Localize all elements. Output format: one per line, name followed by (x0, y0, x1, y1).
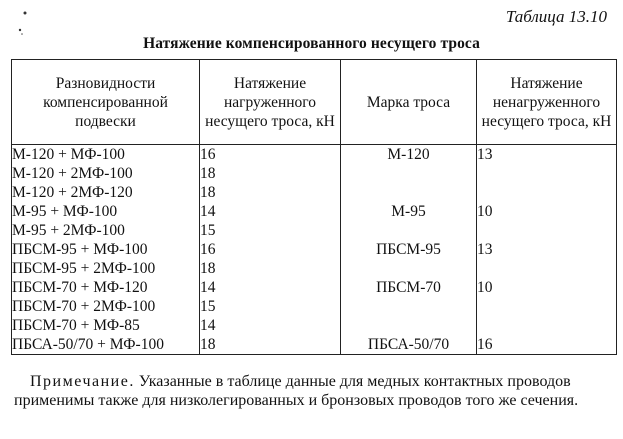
loaded-tension-cell: 14 (200, 202, 341, 221)
unloaded-tension-cell (477, 259, 617, 278)
loaded-tension-cell: 18 (200, 335, 341, 355)
table-row (12, 240, 617, 259)
variant-cell: ПБСМ-70 + 2МФ-100 (12, 297, 200, 316)
unloaded-tension-cell (477, 164, 617, 183)
cable-brand-cell: М-120 (341, 145, 477, 165)
variant-cell: М-95 + МФ-100 (12, 202, 200, 221)
note (14, 372, 618, 410)
loaded-tension-cell: 18 (200, 259, 341, 278)
tension-table (11, 59, 617, 355)
loaded-tension-cell: 14 (200, 316, 341, 335)
table-row (12, 164, 617, 183)
unloaded-tension-cell (477, 316, 617, 335)
column-header-loaded-tension: Натяжение нагруженного несущего троса, кН (200, 60, 341, 145)
variant-cell: ПБСМ-95 + МФ-100 (12, 240, 200, 259)
loaded-tension-cell: 15 (200, 221, 341, 240)
unloaded-tension-cell (477, 297, 617, 316)
cable-brand-cell (341, 183, 477, 202)
variant-cell: ПБСМ-70 + МФ-120 (12, 278, 200, 297)
table-row (12, 221, 617, 240)
table-body (12, 145, 617, 355)
table-row (12, 145, 617, 165)
loaded-tension-cell: 16 (200, 145, 341, 165)
column-header-variant: Разновидности компенсированной подвески (12, 60, 200, 145)
cable-brand-cell (341, 297, 477, 316)
cable-brand-cell: М-95 (341, 202, 477, 221)
table-row (12, 183, 617, 202)
cable-brand-cell: ПБСМ-95 (341, 240, 477, 259)
variant-cell: ПБСМ-70 + МФ-85 (12, 316, 200, 335)
table-title: Натяжение компенсированного несущего троса (143, 35, 480, 52)
variant-cell: М-95 + 2МФ-100 (12, 221, 200, 240)
table-row (12, 278, 617, 297)
note-label: Примечание. (30, 373, 135, 390)
table-row (12, 316, 617, 335)
loaded-tension-cell: 14 (200, 278, 341, 297)
loaded-tension-cell: 15 (200, 297, 341, 316)
cable-brand-cell (341, 316, 477, 335)
unloaded-tension-cell: 13 (477, 145, 617, 165)
cable-brand-cell: ПБСА-50/70 (341, 335, 477, 355)
variant-cell: ПБСА-50/70 + МФ-100 (12, 335, 200, 355)
unloaded-tension-cell: 10 (477, 202, 617, 221)
loaded-tension-cell: 18 (200, 183, 341, 202)
table-row (12, 259, 617, 278)
column-header-cable-brand: Марка троса (341, 60, 477, 145)
variant-cell: М-120 + 2МФ-120 (12, 183, 200, 202)
loaded-tension-cell: 18 (200, 164, 341, 183)
unloaded-tension-cell (477, 183, 617, 202)
cable-brand-cell (341, 164, 477, 183)
cable-brand-cell (341, 221, 477, 240)
cable-brand-cell: ПБСМ-70 (341, 278, 477, 297)
note-text: Указанные в таблице данные для медных контактных проводов применимы также для низколегированных и бронзовых проводов того же сечения. (14, 373, 579, 409)
cable-brand-cell (341, 259, 477, 278)
table-number: Таблица 13.10 (505, 7, 607, 26)
variant-cell: М-120 + МФ-100 (12, 145, 200, 165)
header-row (12, 60, 617, 145)
table-row (12, 297, 617, 316)
unloaded-tension-cell: 16 (477, 335, 617, 355)
column-header-unloaded-tension: Натяжение ненагруженного несущего троса, кН (477, 60, 617, 145)
unloaded-tension-cell (477, 221, 617, 240)
variant-cell: М-120 + 2МФ-100 (12, 164, 200, 183)
table-row (12, 202, 617, 221)
unloaded-tension-cell: 10 (477, 278, 617, 297)
loaded-tension-cell: 16 (200, 240, 341, 259)
table-row (12, 335, 617, 355)
variant-cell: ПБСМ-95 + 2МФ-100 (12, 259, 200, 278)
unloaded-tension-cell: 13 (477, 240, 617, 259)
